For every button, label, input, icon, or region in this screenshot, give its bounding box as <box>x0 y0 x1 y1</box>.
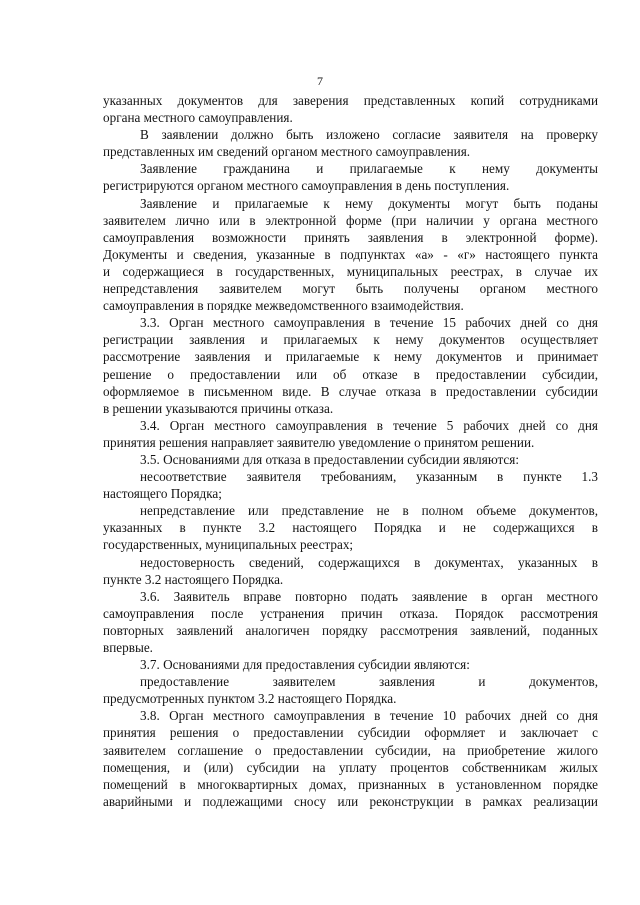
text-line: помещения, и (или) субсидии на уплату процентов собственникам жилых <box>103 759 598 775</box>
text-line: повторных заявлений аналогичен порядку рассмотрения заявлений, поданных <box>103 622 598 638</box>
text-line: указанных в пункте 3.2 настоящего Порядка и не содержащихся в <box>103 520 598 536</box>
text-line: самоуправления в порядке межведомственного взаимодействия. <box>103 298 464 314</box>
text-line: 3.5. Основаниями для отказа в предоставлении субсидии являются: <box>140 451 520 467</box>
text-line: 3.8. Орган местного самоуправления в течение 10 рабочих дней со дня <box>140 708 598 724</box>
text-line: рассмотрение заявления и прилагаемые к нему документов и принимает <box>103 349 598 365</box>
text-line: 3.3. Орган местного самоуправления в течение 15 рабочих дней со дня <box>140 315 598 331</box>
text-line: Заявление гражданина и прилагаемые к нему документы <box>140 161 598 177</box>
text-line: представленных им сведений органом местного самоуправления. <box>103 144 471 160</box>
text-line: непредставления заявителем могут быть получены органом местного <box>103 281 598 297</box>
text-line: предусмотренных пунктом 3.2 настоящего Порядка. <box>103 691 397 707</box>
text-line: самоуправления после устранения причин отказа. Порядок рассмотрения <box>103 605 598 621</box>
text-line: 3.4. Орган местного самоуправления в течение 5 рабочих дней со дня <box>140 417 598 433</box>
text-line: предоставление заявителем заявления и документов, <box>140 674 598 690</box>
text-line: настоящего Порядка; <box>103 486 222 502</box>
text-line: органа местного самоуправления. <box>103 110 293 126</box>
text-line: впервые. <box>103 640 153 655</box>
text-line: 3.6. Заявитель вправе повторно подать заявление в орган местного <box>140 588 598 604</box>
text-line: оформляемое в письменном виде. В случае отказа в предоставлении субсидии <box>103 383 598 399</box>
text-line: заявителем соглашение о предоставлении субсидии, на приобретение жилого <box>103 742 598 758</box>
text-line: недостоверность сведений, содержащихся в документах, указанных в <box>140 554 598 570</box>
document-body <box>103 92 598 810</box>
text-line: пунктe 3.2 настоящего Порядка. <box>103 571 284 587</box>
text-line: непредставление или представление не в полном объеме документов, <box>140 503 598 519</box>
text-line: регистрируются органом местного самоуправления в день поступления. <box>103 178 510 194</box>
text-line: государственных, муниципальных реестрах; <box>103 537 354 553</box>
text-line: и содержащиеся в государственных, муниципальных реестрах, в случае их <box>103 263 598 279</box>
text-line: в решении указываются причины отказа. <box>103 400 334 416</box>
text-line: 3.7. Основаниями для предоставления субсидии являются: <box>140 657 470 673</box>
text-line: несоответствие заявителя требованиям, указанным в пункте 1.3 <box>140 469 598 485</box>
text-line: В заявлении должно быть изложено согласие заявителя на проверку <box>140 127 598 143</box>
text-line: указанных документов для заверения представленных копий сотрудниками <box>103 93 598 108</box>
text-line: решение о предоставлении или об отказе в предоставлении субсидии, <box>103 366 598 382</box>
text-line: помещений в многоквартирных домах, признанных в установленном порядке <box>103 776 598 792</box>
text-line: заявителем лично или в электронной форме (при наличии у органа местного <box>103 212 598 228</box>
text-line: аварийными и подлежащими сносу или реконструкции в рамках реализации <box>103 793 598 809</box>
page-number: 7 <box>317 74 323 88</box>
text-line: Документы и сведения, указанные в подпунктах «а» - «г» настоящего пункта <box>103 246 598 262</box>
text-line: Заявление и прилагаемые к нему документы могут быть поданы <box>140 195 598 211</box>
text-line: принятия решения о предоставлении субсидии оформляет и заключает с <box>103 725 598 741</box>
text-line: принятия решения направляет заявителю уведомление о принятом решении. <box>103 434 535 450</box>
text-line: самоуправления возможности принять заявления в электронной форме). <box>103 229 598 245</box>
text-line: регистрации заявления и прилагаемых к нему документов осуществляет <box>103 332 598 348</box>
